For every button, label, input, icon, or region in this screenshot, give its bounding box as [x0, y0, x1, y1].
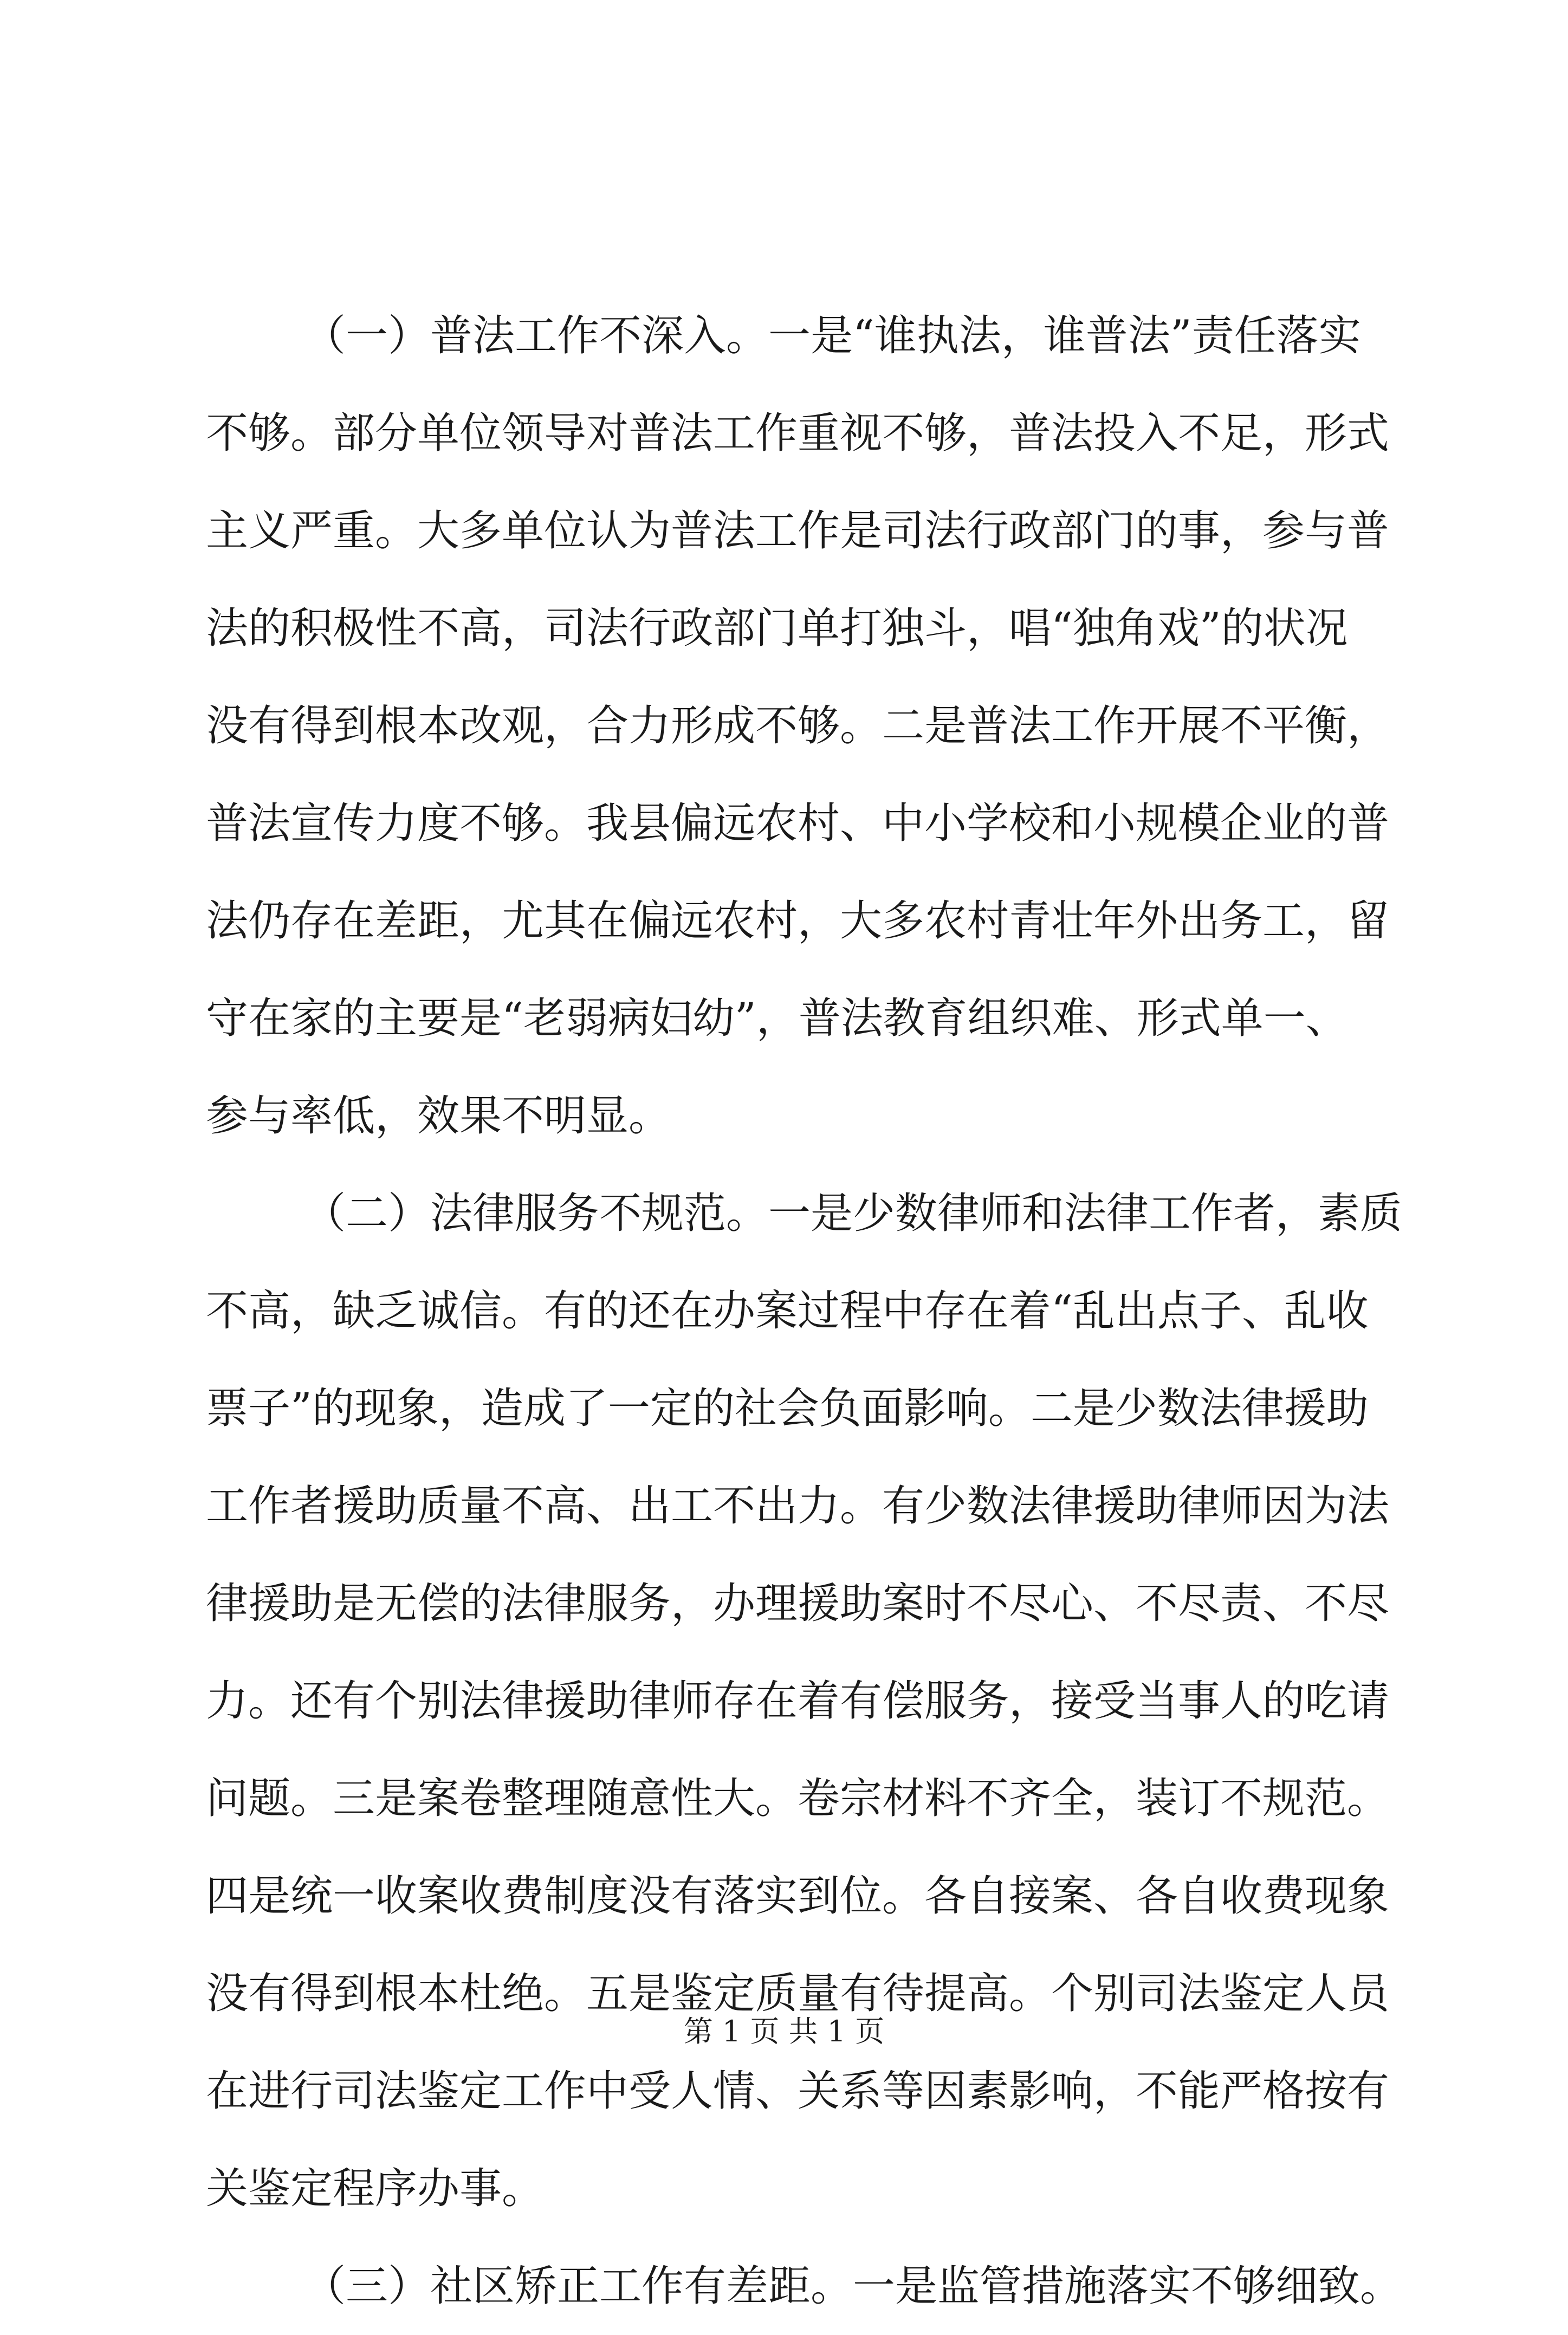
paragraph-1	[206, 287, 1398, 1165]
text-line: 普法宣传力度不够。我县偏远农村、中小学校和小规模企业的普	[206, 799, 1390, 848]
text-line: （二）法律服务不规范。一是少数律师和法律工作者，素质	[303, 1189, 1403, 1238]
text-line: （三）社区矫正工作有差距。一是监管措施落实不够细致。	[303, 2262, 1403, 2311]
text-line: 力。还有个别法律援助律师存在着有偿服务，接受当事人的吃请	[206, 1677, 1390, 1726]
text-line: 没有得到根本杜绝。五是鉴定质量有待提高。个别司法鉴定人员	[206, 1969, 1390, 2018]
text-line: 四是统一收案收费制度没有落实到位。各自接案、各自收费现象	[206, 1872, 1390, 1921]
page-number-footer: 第 1 页 共 1 页	[683, 2014, 885, 2048]
text-line: 法的积极性不高，司法行政部门单打独斗，唱“独角戏”的状况	[206, 604, 1348, 653]
text-line: 律援助是无偿的法律服务，办理援助案时不尽心、不尽责、不尽	[206, 1579, 1390, 1628]
text-line: 关鉴定程序办事。	[206, 2164, 545, 2213]
paragraph-2	[206, 1165, 1403, 2237]
text-line: 守在家的主要是“老弱病妇幼”，普法教育组织难、形式单一、	[206, 994, 1348, 1043]
text-line: 没有得到根本改观，合力形成不够。二是普法工作开展不平衡，	[206, 702, 1390, 750]
text-line: 法仍存在差距，尤其在偏远农村，大多农村青壮年外出务工，留	[206, 897, 1390, 945]
text-line: 主义严重。大多单位认为普法工作是司法行政部门的事，参与普	[206, 507, 1390, 555]
text-line: 问题。三是案卷整理随意性大。卷宗材料不齐全，装订不规范。	[206, 1774, 1390, 1823]
text-line: 票子”的现象，造成了一定的社会负面影响。二是少数法律援助	[206, 1384, 1369, 1433]
text-line: 不够。部分单位领导对普法工作重视不够，普法投入不足，形式	[206, 409, 1390, 458]
text-line: 在进行司法鉴定工作中受人情、关系等因素影响，不能严格按有	[206, 2067, 1390, 2116]
paragraph-3	[206, 2237, 1403, 2335]
text-line: 工作者援助质量不高、出工不出力。有少数法律援助律师因为法	[206, 1482, 1390, 1530]
text-line: 参与率低，效果不明显。	[206, 1092, 671, 1140]
text-line: （一）普法工作不深入。一是“谁执法，谁普法”责任落实	[303, 312, 1361, 360]
text-line: 不高，缺乏诚信。有的还在办案过程中存在着“乱出点子、乱收	[206, 1287, 1369, 1335]
